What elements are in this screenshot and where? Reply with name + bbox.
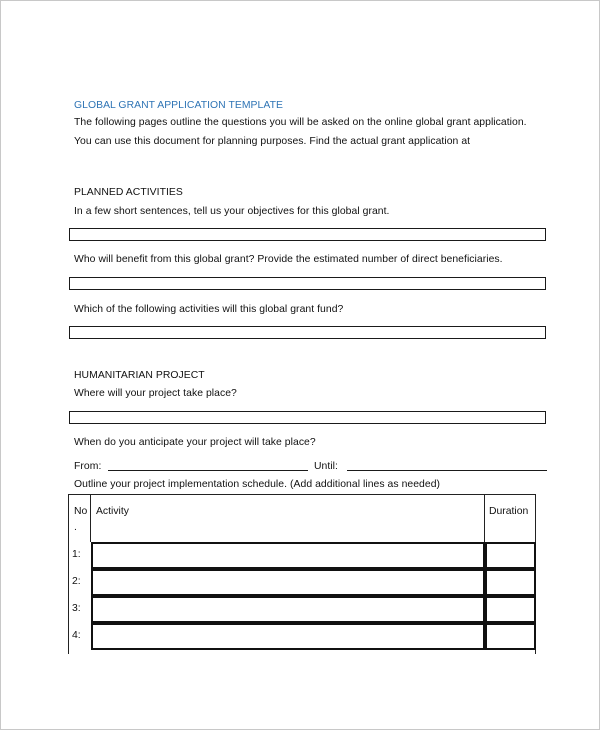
activity-cell[interactable] — [91, 623, 485, 650]
table-row — [68, 567, 536, 595]
objectives-field[interactable] — [69, 228, 546, 241]
activity-cell[interactable] — [91, 596, 485, 623]
duration-cell[interactable] — [485, 542, 536, 569]
document-title: GLOBAL GRANT APPLICATION TEMPLATE — [74, 100, 283, 111]
from-label: From: — [74, 461, 102, 472]
schedule-instruction: Outline your project implementation schedule. (Add additional lines as needed) — [74, 479, 441, 490]
location-field[interactable] — [69, 411, 546, 424]
activities-field[interactable] — [69, 326, 546, 339]
beneficiaries-question: Who will benefit from this global grant? Provide the estimated number of direct beneficiaries. — [74, 254, 503, 265]
timing-question: When do you anticipate your project will take place? — [74, 437, 316, 448]
humanitarian-project-heading: HUMANITARIAN PROJECT — [74, 370, 205, 381]
activity-cell[interactable] — [91, 569, 485, 596]
table-row — [68, 540, 536, 568]
row-number: 4: — [72, 630, 81, 641]
header-activity: Activity — [96, 506, 129, 517]
activities-question: Which of the following activities will this global grant fund? — [74, 304, 344, 315]
beneficiaries-field[interactable] — [69, 277, 546, 290]
objectives-question: In a few short sentences, tell us your objectives for this global grant. — [74, 206, 390, 217]
duration-cell[interactable] — [485, 569, 536, 596]
duration-cell[interactable] — [485, 623, 536, 650]
planned-activities-heading: PLANNED ACTIVITIES — [74, 187, 183, 198]
header-no: No — [74, 506, 88, 517]
from-date-field[interactable] — [108, 470, 308, 471]
location-question: Where will your project take place? — [74, 388, 237, 399]
table-top-border — [68, 494, 536, 495]
header-duration: Duration — [489, 506, 529, 517]
row-number: 2: — [72, 576, 81, 587]
intro-line-2: You can use this document for planning purposes. Find the actual grant application at — [74, 136, 471, 147]
intro-line-1: The following pages outline the questions you will be asked on the online global grant application. — [74, 117, 527, 128]
row-number: 1: — [72, 549, 81, 560]
until-date-field[interactable] — [347, 470, 547, 471]
table-column-divider — [484, 494, 485, 542]
schedule-table — [68, 494, 536, 654]
duration-cell[interactable] — [485, 596, 536, 623]
header-no-dot: . — [74, 522, 77, 533]
until-label: Until: — [314, 461, 338, 472]
table-row — [68, 594, 536, 622]
table-row — [68, 621, 536, 649]
table-column-divider — [90, 494, 91, 542]
activity-cell[interactable] — [91, 542, 485, 569]
row-number: 3: — [72, 603, 81, 614]
